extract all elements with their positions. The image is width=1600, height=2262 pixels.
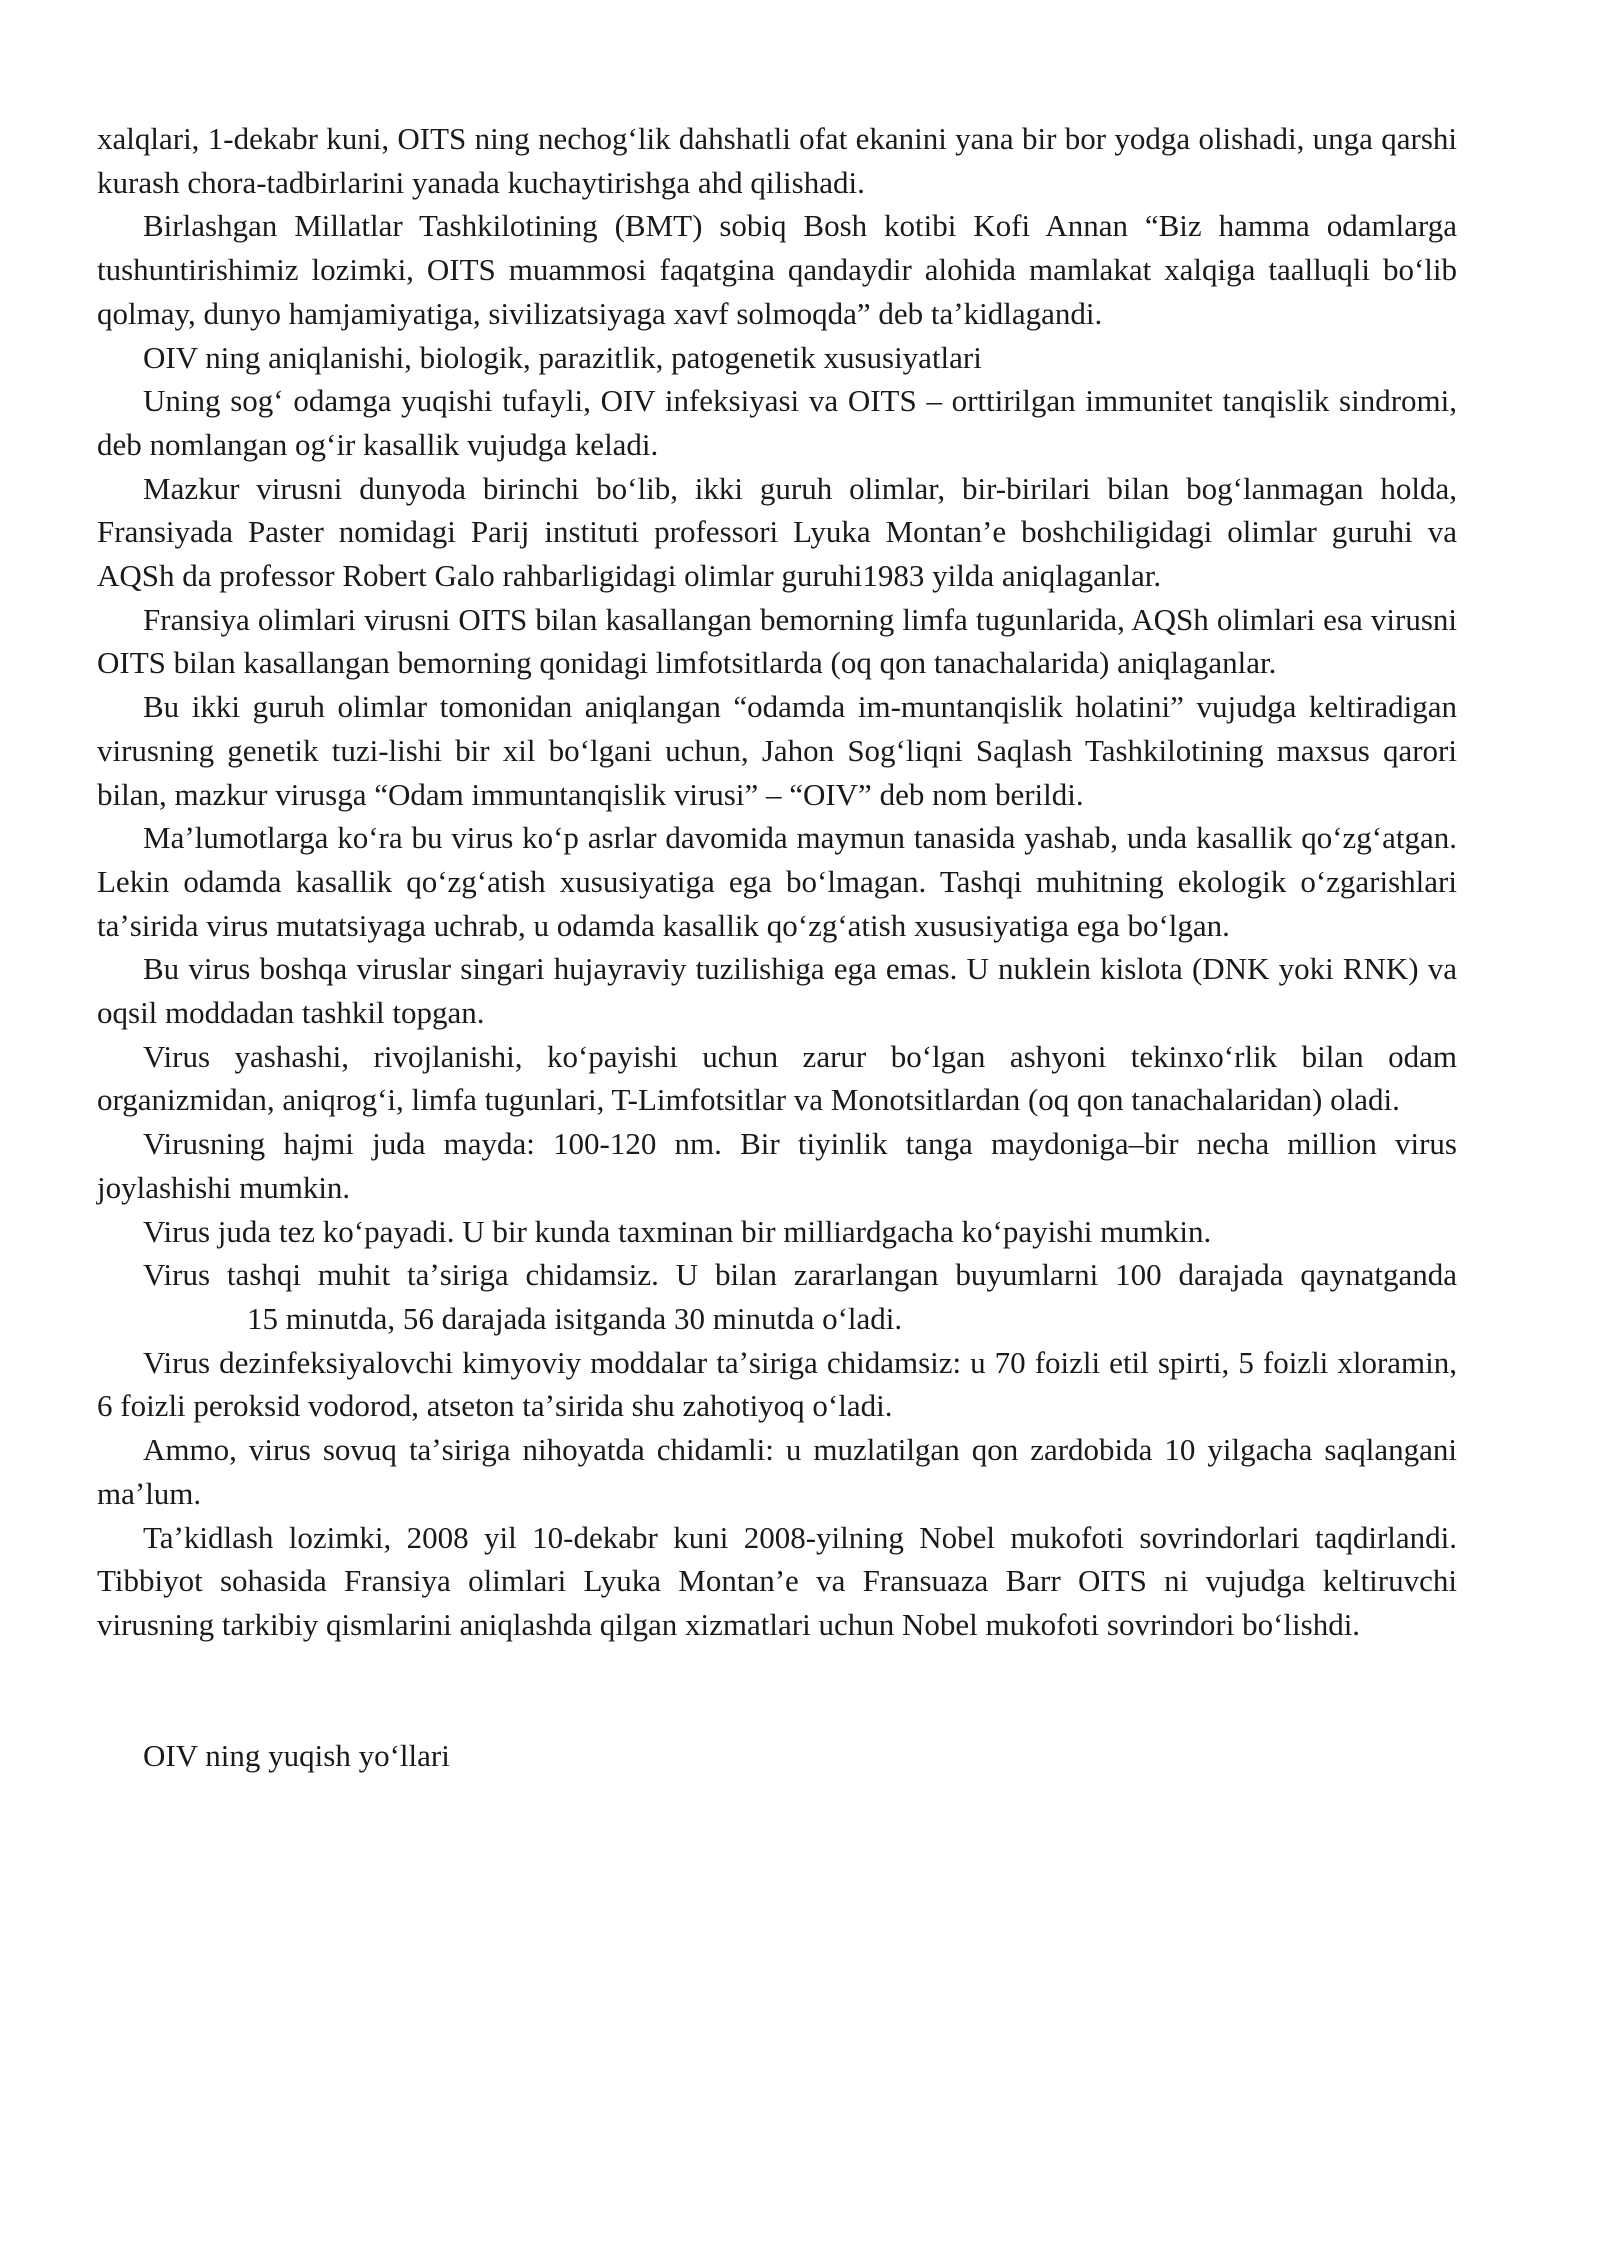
paragraph-size: Virusning hajmi juda mayda: 100-120 nm. Bir tiyinlik tanga maydoniga–bir necha million virus joylashishi mumkin.	[97, 1126, 1457, 1205]
paragraph-discovery: Mazkur virusni dunyoda birinchi boʻlib, ikki guruh olimlar, bir-birilari bilan bogʻlanmagan holda, Fransiyada Paster nomidagi Parij instituti professori Lyuka Montan’e boshchiligidagi olimlar guruhi va AQSh da professor Robert Galo rahbarligidagi olimlar guruhi1983 yilda aniqlaganlar.	[97, 470, 1457, 594]
paragraph-structure: Bu virus boshqa viruslar singari hujayraviy tuzilishiga ega emas. U nuklein kislota (DNK yoki RNK) va oqsil moddadan tashkil topgan.	[97, 951, 1457, 1031]
document-page	[97, 117, 1457, 1777]
paragraph-transmission-effect: Uning sogʻ odamga yuqishi tufayli, OIV infeksiyasi va OITS – orttirilgan immunitet tanqislik sindromi, deb nomlangan ogʻir kasallik vujudga keladi.	[97, 383, 1457, 462]
subheading-oiv-properties: OIV ning aniqlanishi, biologik, parazitlik, patogenetik xususiyatlari	[143, 339, 982, 375]
paragraph-parasitism: Virus yashashi, rivojlanishi, koʻpayishi uchun zarur boʻlgan ashyoni tekinxoʻrlik bilan odam organizmidan, aniqrogʻi, limfa tugunlari, T-Limfotsitlar va Monotsitlardan (oq qon tanachalaridan) oladi.	[97, 1038, 1457, 1118]
paragraph-origin: Maʼlumotlarga koʻra bu virus koʻp asrlar davomida maymun tanasida yashab, unda kasallik qoʻzgʻatgan. Lekin odamda kasallik qoʻzgʻatish xususiyatiga ega boʻlmagan. Tashqi muhitning ekologik oʻzgarishlari taʼsirida virus mutatsiyaga uchrab, u odamda kasallik qoʻzgʻatish xususiyatiga ega boʻlgan.	[97, 820, 1457, 943]
section-heading-transmission-routes: OIV ning yuqish yoʻllari	[143, 1737, 450, 1773]
paragraph-heat-sensitivity	[97, 1253, 1457, 1340]
paragraph-annual-observance: xalqlari, 1-dekabr kuni, OITS ning nechogʻlik dahshatli ofat ekanini yana bir bor yodga olishadi, unga qarshi kurash chora-tadbirlarini yanada kuchaytirishga ahd qilishadi.	[97, 121, 1457, 200]
paragraph-naming: Bu ikki guruh olimlar tomonidan aniqlangan “odamda im-muntanqislik holatini” vujudga keltiradigan virusning genetik tuzi-lishi bir xil boʻlgani uchun, Jahon Sogʻliqni Saqlash Tashkilotining maxsus qarori bilan, mazkur virusga “Odam immuntanqislik virusi” – “OIV” deb nom berildi.	[97, 689, 1457, 812]
paragraph-kofi-annan-quote: Birlashgan Millatlar Tashkilotining (BMT) sobiq Bosh kotibi Kofi Annan “Biz hamma odamlarga tushuntirishimiz lozimki, OITS muammosi faqatgina qandaydir alohida mamlakat xalqiga taalluqli boʻlib qolmay, dunyo hamjamiyatiga, sivilizatsiyaga xavf solmoqda” deb taʼkidlagandi.	[97, 208, 1457, 331]
heat-sensitivity-text-a: Virus tashqi muhit taʼsiriga chidamsiz. U bilan zararlangan buyumlarni 100 darajada qaynatganda	[143, 1257, 1457, 1293]
paragraph-cold-resistance: Ammo, virus sovuq taʼsiriga nihoyatda chidamli: u muzlatilgan qon zardobida 10 yilgacha saqlangani maʼlum.	[97, 1432, 1457, 1511]
heat-sensitivity-text-b: 15 minutda, 56 darajada isitganda 30 minutda oʻladi.	[247, 1300, 903, 1336]
paragraph-french-american-findings: Fransiya olimlari virusni OITS bilan kasallangan bemorning limfa tugunlarida, AQSh olimlari esa virusni OITS bilan kasallangan bemorning qonidagi limfotsitlarda (oq qon tanachalarida) aniqlaganlar.	[97, 601, 1457, 681]
section-spacer	[97, 1647, 1457, 1734]
paragraph-disinfectants: Virus dezinfeksiyalovchi kimyoviy moddalar taʼsiriga chidamsiz: u 70 foizli etil spirti, 5 foizli xloramin, 6 foizli peroksid vodorod, atseton taʼsirida shu zahotiyoq oʻladi.	[97, 1344, 1457, 1424]
paragraph-nobel-prize: Taʼkidlash lozimki, 2008 yil 10-dekabr kuni 2008-yilning Nobel mukofoti sovrindorlari taqdirlandi. Tibbiyot sohasida Fransiya olimlari Lyuka Montan’e va Fransuaza Barr OITS ni vujudga keltiruvchi virusning tarkibiy qismlarini aniqlashda qilgan xizmatlari uchun Nobel mukofoti sovrindori boʻlishdi.	[97, 1519, 1457, 1642]
paragraph-replication: Virus juda tez koʻpayadi. U bir kunda taxminan bir milliardgacha koʻpayishi mumkin.	[143, 1213, 1212, 1249]
